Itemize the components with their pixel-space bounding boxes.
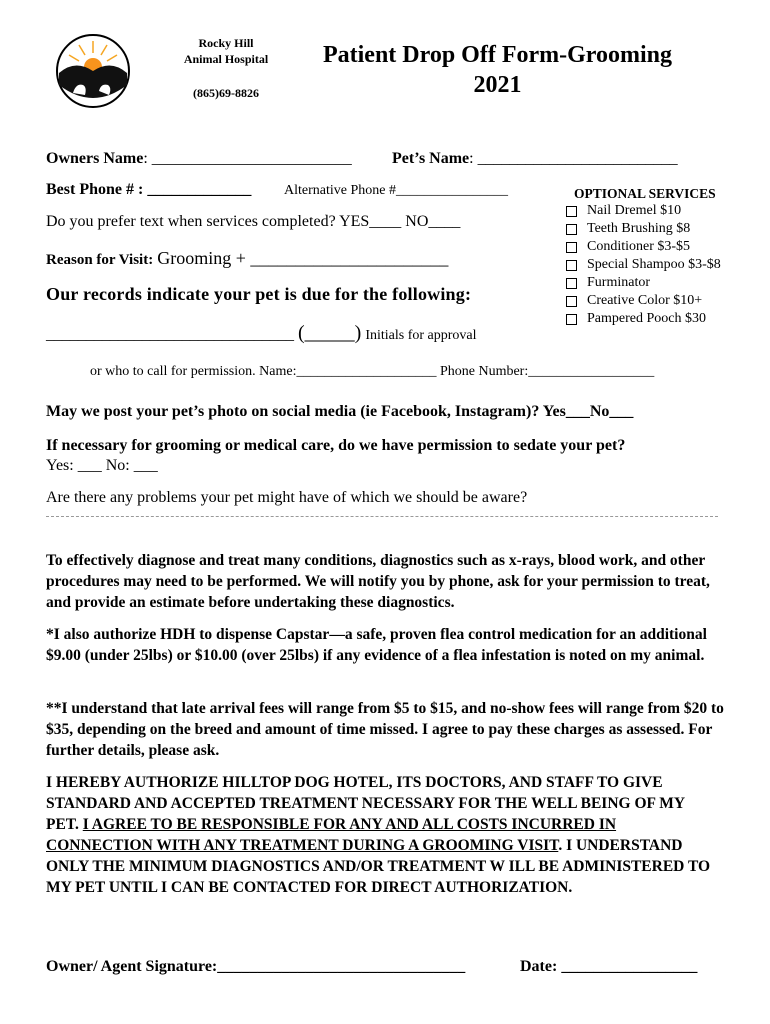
prefer-text-question[interactable]: Do you prefer text when services completed? YES____ NO____ [46,213,461,230]
form-title-line2: 2021 [473,72,522,98]
problems-answer-line[interactable] [46,516,718,517]
due-blank[interactable]: _______________________________ [46,326,294,343]
service-label: Furminator [587,275,650,290]
best-phone-row[interactable] [46,181,251,199]
service-item[interactable] [566,274,721,292]
permission-row[interactable]: or who to call for permission. Name:____________________ Phone Number:__________________ [90,364,655,379]
diagnostics-paragraph: To effectively diagnose and treat many conditions, diagnostics such as x-rays, blood work, and other procedures may need to be performed. We will notify you by phone, ask for your permission to treat, and provide an estimate before undertaking these diagnostics. [46,552,710,611]
service-checkbox[interactable] [566,278,577,289]
service-item[interactable] [566,202,721,220]
best-phone-blank[interactable]: _____________ [147,181,252,198]
authorization-responsibility-text: I AGREE TO BE RESPONSIBLE FOR ANY AND ALL COSTS INCURRED IN CONNECTION WITH ANY TREATMENT DURING A GROOMING VISIT [46,816,617,854]
service-label: Conditioner $3-$5 [587,239,691,254]
initials-label: Initials for approval [365,328,477,343]
signature-line[interactable]: Owner/ Agent Signature:_______________________________ [46,958,466,975]
service-checkbox[interactable] [566,260,577,271]
service-item[interactable] [566,220,721,238]
problems-question: Are there any problems your pet might have of which we should be aware? [46,489,528,506]
initials-blank[interactable]: (_____) [298,322,362,344]
alt-phone-field[interactable]: Alternative Phone #________________ [284,183,508,198]
date-line[interactable]: Date: _________________ [520,958,698,975]
pets-name-row[interactable] [392,150,678,168]
service-checkbox[interactable] [566,224,577,235]
service-checkbox[interactable] [566,242,577,253]
records-due-label: Our records indicate your pet is due for the following: [46,284,472,304]
best-phone-label: Best Phone # : [46,181,144,198]
service-label: Nail Dremel $10 [587,203,682,218]
form-title-line1: Patient Drop Off Form-Grooming [322,42,673,68]
service-label: Special Shampoo $3-$8 [587,257,721,272]
service-label: Teeth Brushing $8 [587,221,691,236]
reason-row[interactable] [46,248,448,269]
hospital-name-line2: Animal Hospital [183,52,269,66]
authorization-text: I HEREBY AUTHORIZE HILLTOP DOG HOTEL, ITS DOCTORS, AND STAFF TO GIVE STANDARD AND ACCEPTED TREATMENT NECESSARY FOR THE WELL BEING OF MY PET. [46,774,685,833]
service-item[interactable] [566,238,721,256]
pets-name-label: Pet’s Name [392,150,470,167]
owners-name-blank[interactable]: : _________________________ [143,150,352,167]
hospital-name-line1: Rocky Hill [198,36,254,50]
sedate-options[interactable]: Yes: ___ No: ___ [46,457,158,474]
authorization-text-end: . I UNDERSTAND ONLY THE MINIMUM DIAGNOSTICS AND/OR TREATMENT W ILL BE ADMINISTERED TO MY PET UNTIL I CAN BE CONTACTED FOR DIRECT AUTHORIZATION. [46,837,711,896]
due-row[interactable] [46,322,477,345]
optional-services-heading: OPTIONAL SERVICES [574,186,716,201]
capstar-paragraph: *I also authorize HDH to dispense Capstar—a safe, proven flea control medication for an additional $9.00 (under 25lbs) or $10.00 (over 25lbs) if any evidence of a flea infestation is noted on my animal. [46,626,707,664]
authorization-paragraph [46,772,716,898]
service-checkbox[interactable] [566,296,577,307]
optional-services-list [566,202,721,328]
service-item[interactable] [566,256,721,274]
service-checkbox[interactable] [566,206,577,217]
service-checkbox[interactable] [566,314,577,325]
service-label: Creative Color $10+ [587,293,703,308]
owners-name-label: Owners Name [46,150,144,167]
sedate-question: If necessary for grooming or medical care, do we have permission to sedate your pet? [46,437,626,454]
service-item[interactable] [566,292,721,310]
hospital-logo [55,33,131,109]
service-item[interactable] [566,310,721,328]
social-media-question[interactable]: May we post your pet’s photo on social media (ie Facebook, Instagram)? Yes___No___ [46,403,634,420]
reason-value[interactable]: Grooming + ______________________ [157,248,449,268]
service-label: Pampered Pooch $30 [587,311,706,326]
fees-paragraph: **I understand that late arrival fees will range from $5 to $15, and no-show fees will range from $20 to $35, depending on the breed and amount of time missed. I agree to pay these charges as assessed. For further details, please ask. [46,700,724,759]
reason-label: Reason for Visit: [46,252,154,268]
pets-name-blank[interactable]: : _________________________ [469,150,678,167]
hospital-phone: (865)69-8826 [193,86,259,100]
owners-name-row[interactable] [46,150,352,168]
